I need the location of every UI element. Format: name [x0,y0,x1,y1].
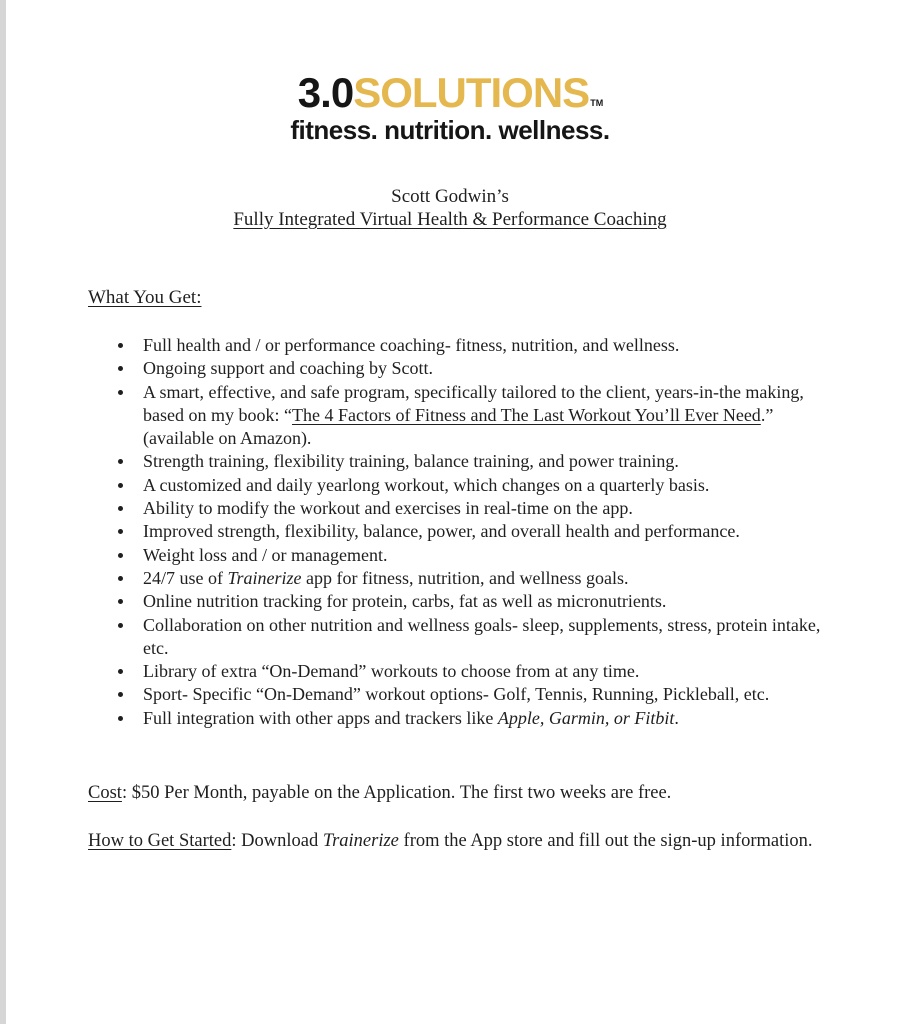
text-run: .” (available on Amazon). [143,404,774,449]
benefit-item [118,497,848,520]
benefit-text [143,567,848,590]
benefit-item [118,567,848,590]
bullet-icon [118,623,123,628]
bullet-icon [118,692,123,697]
text-run: Weight loss and / or management. [143,544,388,565]
benefit-item [118,707,848,730]
benefit-text [143,683,848,706]
benefit-item [118,381,848,451]
italic-text: Trainerize [322,830,399,851]
text-run: Improved strength, flexibility, balance, power, and overall health and performance. [143,521,740,542]
bullet-icon [118,506,123,511]
text-run: Collaboration on other nutrition and wellness goals- sleep, supplements, stress, protein intake, etc. [143,614,821,658]
text-run: Strength training, flexibility training, balance training, and power training. [143,451,679,472]
text-run: A smart, effective, and safe program, specifically tailored to the client, years-in-the making, based on my book: “ [143,381,804,425]
program-title: Fully Integrated Virtual Health & Performance Coaching [233,209,667,230]
underlined-text: How to Get Started [88,830,232,851]
benefit-text [143,660,848,683]
section-heading: What You Get: [88,287,202,308]
benefit-item [118,474,848,497]
bullet-icon [118,576,123,581]
author-name: Scott Godwin’s [391,186,509,207]
logo-tagline: fitness. nutrition. wellness. [290,115,610,145]
benefit-item [118,683,848,706]
logo-wordmark [0,69,900,116]
benefit-text [143,381,848,451]
benefit-text [143,614,848,661]
benefit-item [118,334,848,357]
bullet-icon [118,553,123,558]
italic-text: Apple, Garmin, or Fitbit [497,707,675,728]
bullet-icon [118,716,123,721]
benefit-text [143,474,848,497]
text-run: from the App store and fill out the sign-up information. [398,830,813,851]
benefit-item [118,614,848,661]
text-run: Ability to modify the workout and exercises in real-time on the app. [143,498,633,519]
text-run: Full health and / or performance coaching- fitness, nutrition, and wellness. [143,335,680,355]
text-run: Full integration with other apps and trackers like [143,707,498,728]
benefit-text [143,544,848,567]
bullet-icon [118,459,123,464]
bullet-icon [118,483,123,488]
benefit-item [118,590,848,613]
benefit-text [143,590,848,613]
bullet-icon [118,599,123,604]
bullet-icon [118,669,123,674]
bullet-icon [118,366,123,371]
italic-text: Trainerize [227,567,302,588]
brand-logo [0,69,900,145]
underlined-text: The 4 Factors of Fitness and The Last Workout You’ll Ever Need [291,404,761,425]
benefit-text [143,357,848,380]
benefit-text [143,497,848,520]
text-run: Online nutrition tracking for protein, carbs, fat as well as micronutrients. [143,591,667,612]
logo-brand-word: SOLUTIONS [353,69,590,116]
text-run: 24/7 use of [143,567,228,588]
benefit-text [143,450,848,473]
bullet-icon [118,343,123,348]
text-run: : Download [231,830,323,851]
text-run: Library of extra “On-Demand” workouts to choose from at any time. [143,661,640,682]
benefit-item [118,450,848,473]
benefit-text [143,707,848,730]
text-run: Ongoing support and coaching by Scott. [143,358,433,379]
text-run: app for fitness, nutrition, and wellness goals. [301,567,629,588]
cost-paragraph [88,782,840,806]
benefit-item [118,520,848,543]
document-title [0,185,900,231]
benefit-text [143,334,848,357]
benefit-item [118,660,848,683]
benefit-text [143,520,848,543]
text-run: : $50 Per Month, payable on the Application. The first two weeks are free. [121,783,672,804]
text-run: A customized and daily yearlong workout, which changes on a quarterly basis. [143,474,710,495]
benefit-item [118,544,848,567]
underlined-text: Cost [88,783,122,804]
bullet-icon [118,529,123,534]
logo-brand-number: 3.0 [297,69,354,116]
benefit-item [118,357,848,380]
text-run: . [674,707,679,728]
text-run: Sport- Specific “On-Demand” workout options- Golf, Tennis, Running, Pickleball, etc. [143,684,770,705]
benefits-list [0,334,900,730]
trademark-symbol: TM [590,98,604,108]
bullet-icon [118,390,123,395]
get-started-paragraph [88,830,840,854]
